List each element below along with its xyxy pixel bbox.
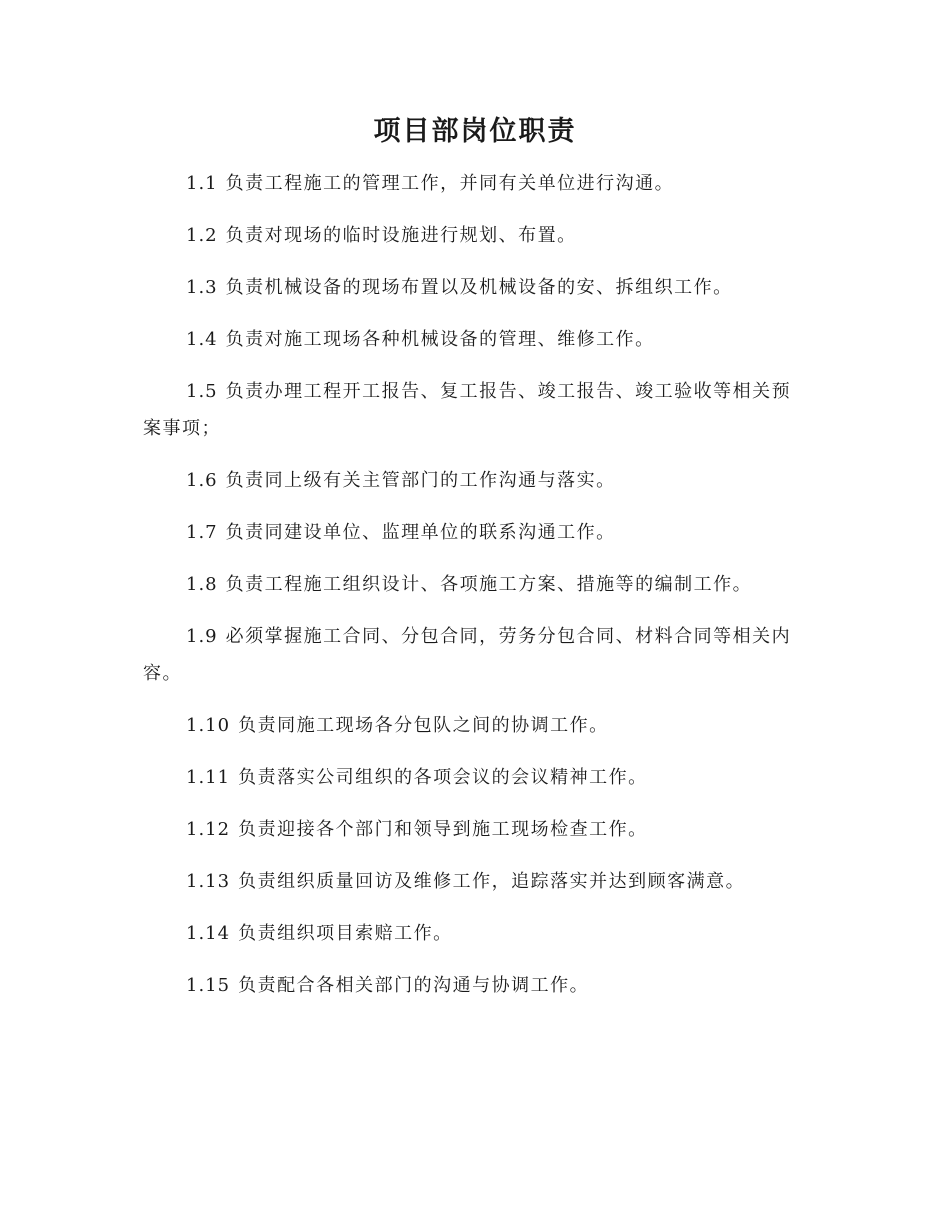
item-text: 负责同上级有关主管部门的工作沟通与落实。 [225, 470, 616, 491]
list-item [143, 514, 803, 551]
item-number: 1.9 [186, 626, 218, 647]
list-item [143, 217, 803, 254]
list-item [143, 566, 803, 603]
item-number: 1.3 [186, 277, 218, 298]
list-item [143, 759, 803, 796]
page-title: 项目部岗位职责 [373, 116, 577, 147]
item-text: 负责对现场的临时设施进行规划、布置。 [225, 225, 577, 246]
item-text: 负责工程施工组织设计、各项施工方案、措施等的编制工作。 [225, 574, 753, 595]
item-text: 负责落实公司组织的各项会议的会议精神工作。 [238, 767, 648, 788]
item-number: 1.2 [186, 225, 218, 246]
item-number: 1.13 [186, 871, 231, 892]
list-item [143, 967, 803, 1004]
item-text: 负责对施工现场各种机械设备的管理、维修工作。 [225, 329, 655, 350]
list-item [143, 165, 803, 202]
item-number: 1.1 [186, 173, 218, 194]
item-text: 负责机械设备的现场布置以及机械设备的安、拆组织工作。 [225, 277, 733, 298]
item-text: 负责组织项目索赔工作。 [238, 923, 453, 944]
list-item [143, 462, 803, 499]
list-item [143, 618, 803, 692]
item-text: 负责同建设单位、监理单位的联系沟通工作。 [225, 522, 616, 543]
item-number: 1.5 [186, 381, 218, 402]
item-text: 负责组织质量回访及维修工作，追踪落实并达到顾客满意。 [238, 871, 746, 892]
list-item [143, 915, 803, 952]
item-number: 1.14 [186, 923, 231, 944]
item-text: 负责同施工现场各分包队之间的协调工作。 [238, 715, 609, 736]
list-item [143, 269, 803, 306]
item-text: 负责工程施工的管理工作，并同有关单位进行沟通。 [225, 173, 675, 194]
duty-list [143, 165, 803, 1019]
item-number: 1.8 [186, 574, 218, 595]
item-number: 1.11 [186, 767, 231, 788]
item-text: 必须掌握施工合同、分包合同，劳务分包合同、材料合同等相关内容。 [143, 626, 792, 684]
list-item [143, 707, 803, 744]
item-number: 1.15 [186, 975, 231, 996]
list-item [143, 321, 803, 358]
item-number: 1.6 [186, 470, 218, 491]
list-item [143, 863, 803, 900]
item-number: 1.7 [186, 522, 218, 543]
list-item [143, 811, 803, 848]
item-number: 1.4 [186, 329, 218, 350]
item-text: 负责迎接各个部门和领导到施工现场检查工作。 [238, 819, 648, 840]
item-number: 1.12 [186, 819, 231, 840]
item-text: 负责配合各相关部门的沟通与协调工作。 [238, 975, 590, 996]
item-number: 1.10 [186, 715, 231, 736]
list-item [143, 373, 803, 447]
item-text: 负责办理工程开工报告、复工报告、竣工报告、竣工验收等相关预案事项； [143, 381, 792, 439]
